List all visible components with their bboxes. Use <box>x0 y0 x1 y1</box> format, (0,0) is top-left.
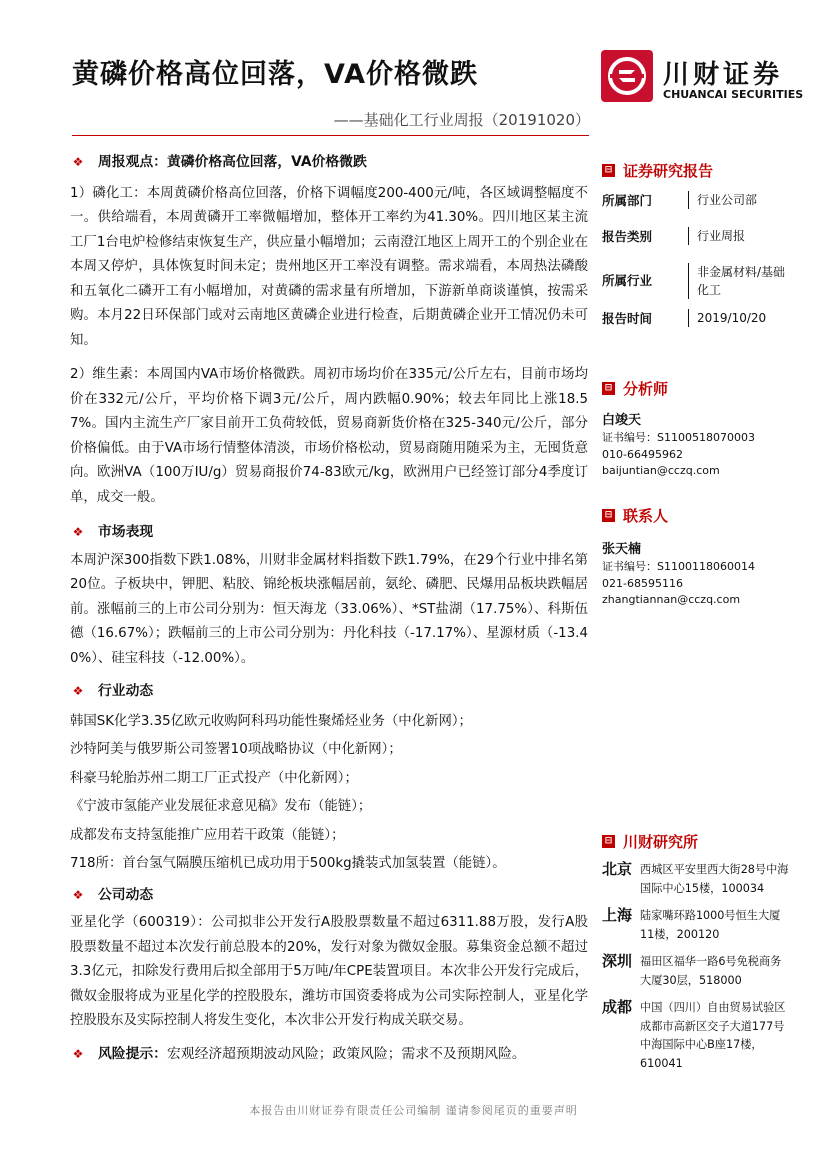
diamond-bullet-icon: ❖ <box>72 525 84 539</box>
section-summary-heading: ❖ 周报观点：黄磷价格高位回落，VA价格微跌 <box>70 150 588 175</box>
risk-text: 宏观经济超预期波动风险；政策风险；需求不及预期风险。 <box>166 1045 526 1062</box>
office-shanghai: 上海 陆家嘴环路1000号恒生大厦11楼，200120 <box>602 906 781 941</box>
info-row-type: 报告类别 行业周报 <box>602 227 802 245</box>
report-subtitle: ——基础化工行业周报（20191020） <box>333 111 590 129</box>
section-marker-icon: ⊟ <box>602 509 615 522</box>
summary-paragraph-vitamin: 2）维生素：本周国内VA市场价格微跌。周初市场均价在335元/公斤左右，目前市场均价在332元/公斤，平均价格下调3元/公斤，周内跌幅0.90%；较去年同比上涨18.57%。国内主流生产厂家目前开工负荷较低，贸易商新货价格在325-340元/公斤，部分价格偏低。由于VA市场行情整体清淡，市场价格松动，贸易商随用随采为主，无囤货意向。欧洲VA（100万IU/g）贸易商报价74-83欧元/kg，欧洲用户已经签订部分4季度订单，成交一般。 <box>70 367 588 505</box>
industry-news-list <box>70 708 588 879</box>
report-info-panel <box>602 160 802 327</box>
logo-mark-icon <box>601 50 653 102</box>
contact-phone: 021-68595116 <box>602 576 683 590</box>
office-beijing: 北京 西城区平安里西大街28号中海国际中心15楼，100034 <box>602 860 789 895</box>
footer-disclaimer: 本报告由川财证券有限责任公司编制 谨请参阅尾页的重要声明 <box>249 1104 578 1117</box>
company-paragraph: 亚星化学（600319）：公司拟非公开发行A股股票数量不超过6311.88万股，发行A股股票数量不超过本次发行前总股本的20%，发行对象为微奴金服。募集资金总额不超过3.3亿元，扣除发行费用后拟全部用于5万吨/年CPE装置项目。本次非公开发行完成后，微奴金服将成为亚星化学的控股股东，潍坊市国资委将成为公司实际控制人，亚星化学控股股东及实际控制人将发生变化，本次非公开发行构成关联交易。 <box>70 915 588 1028</box>
institute-heading: ⊟ 川财研究所 <box>602 831 802 852</box>
diamond-bullet-icon: ❖ <box>72 1046 84 1061</box>
logo-english-name: CHUANCAI SECURITIES <box>663 88 804 101</box>
list-item: 沙特阿美与俄罗斯公司签署10项战略协议（中化新网）； <box>70 742 402 757</box>
analyst-heading: ⊟ 分析师 <box>602 378 802 399</box>
title-divider <box>72 135 589 136</box>
report-info-heading: ⊟ 证券研究报告 <box>602 160 802 181</box>
office-shenzhen: 深圳 福田区福华一路6号免税商务大厦30层，518000 <box>602 952 782 987</box>
analyst-email[interactable]: baijuntian@cczq.com <box>602 464 720 477</box>
risk-label: 风险提示： <box>98 1045 167 1062</box>
contact-name: 张天楠 <box>602 542 642 557</box>
logo-chinese-name: 川财证券 <box>663 60 784 90</box>
list-item: 韩国SK化学3.35亿欧元收购阿科玛功能性聚烯烃业务（中化新网）； <box>70 713 472 729</box>
diamond-bullet-icon: ❖ <box>72 684 84 698</box>
diamond-bullet-icon: ❖ <box>72 155 84 169</box>
info-row-department: 所属部门 行业公司部 <box>602 191 802 209</box>
list-item: 成都发布支持氢能推广应用若干政策（能链）； <box>70 827 345 843</box>
market-paragraph: 本周沪深300指数下跌1.08%，川财非金属材料指数下跌1.79%，在29个行业中排名第20位。子板块中，钾肥、粘胶、锦纶板块涨幅居前，氨纶、磷肥、民爆用品板块跌幅居前。涨幅前三的上市公司分别为：恒天海龙（33.06%）、*ST盐湖（17.75%）、科斯伍德（16.67%）；跌幅前三的上市公司分别为：丹化科技（-17.17%）、星源材质（-13.40%）、硅宝科技（-12.00%）。 <box>70 552 588 666</box>
contact-heading: ⊟ 联系人 <box>602 505 802 526</box>
summary-paragraph-phosphorus: 1）磷化工：本周黄磷价格高位回落，价格下调幅度200-400元/吨，各区域调整幅度不一。供给端看，本周黄磷开工率微幅增加，整体开工率约为41.30%。四川地区某主流工厂1台电炉检修结束恢复生产，供应量小幅增加；云南澄江地区上周开工的个别企业在本周又停炉，具体恢复时间未定；贵州地区开工率没有调整。需求端看，本周热法磷酸和五氧化二磷开工有小幅增加，对黄磷的需求量有所增加，下游新单商谈谨慎，按需采购。本月22日环保部门或对云南地区黄磷企业进行检查，后期黄磷企业开工情况仍未可知。 <box>70 185 588 348</box>
section-company-heading: ❖ 公司动态 <box>70 883 588 908</box>
diamond-bullet-icon: ❖ <box>72 887 84 902</box>
section-marker-icon: ⊟ <box>602 835 615 848</box>
institute-panel <box>602 831 802 1073</box>
info-row-date: 报告时间 2019/10/20 <box>602 309 802 327</box>
section-industry-heading: ❖ 行业动态 <box>70 679 588 704</box>
list-item: 《宁波市氢能产业发展征求意见稿》发布（能链）； <box>70 799 372 814</box>
analyst-cert: 证书编号：S1100518070003 <box>602 431 755 444</box>
list-item: 718所：首台氢气隔膜压缩机已成功用于500kg撬装式加氢装置（能链）。 <box>70 856 506 871</box>
section-marker-icon: ⊟ <box>602 382 615 395</box>
contact-panel <box>602 505 802 609</box>
office-chengdu: 成都 中国（四川）自由贸易试验区成都市高新区交子大道177号中海国际中心B座17楼，610041 <box>602 998 786 1070</box>
analyst-panel <box>602 378 802 480</box>
contact-cert: 证书编号：S1100118060014 <box>602 560 755 573</box>
company-logo <box>601 50 804 110</box>
analyst-name: 白竣天 <box>602 413 642 428</box>
info-row-industry: 所属行业 非金属材料/基础化工 <box>602 263 802 299</box>
contact-email[interactable]: zhangtiannan@cczq.com <box>602 593 741 606</box>
main-content <box>70 150 588 1066</box>
analyst-phone: 010-66495962 <box>602 447 683 461</box>
report-title: 黄磷价格高位回落，VA价格微跌 <box>72 59 478 90</box>
list-item: 科豪马轮胎苏州二期工厂正式投产（中化新网）； <box>70 770 358 786</box>
risk-warning <box>70 1042 588 1067</box>
section-market-heading: ❖ 市场表现 <box>70 520 588 545</box>
section-marker-icon: ⊟ <box>602 164 615 177</box>
